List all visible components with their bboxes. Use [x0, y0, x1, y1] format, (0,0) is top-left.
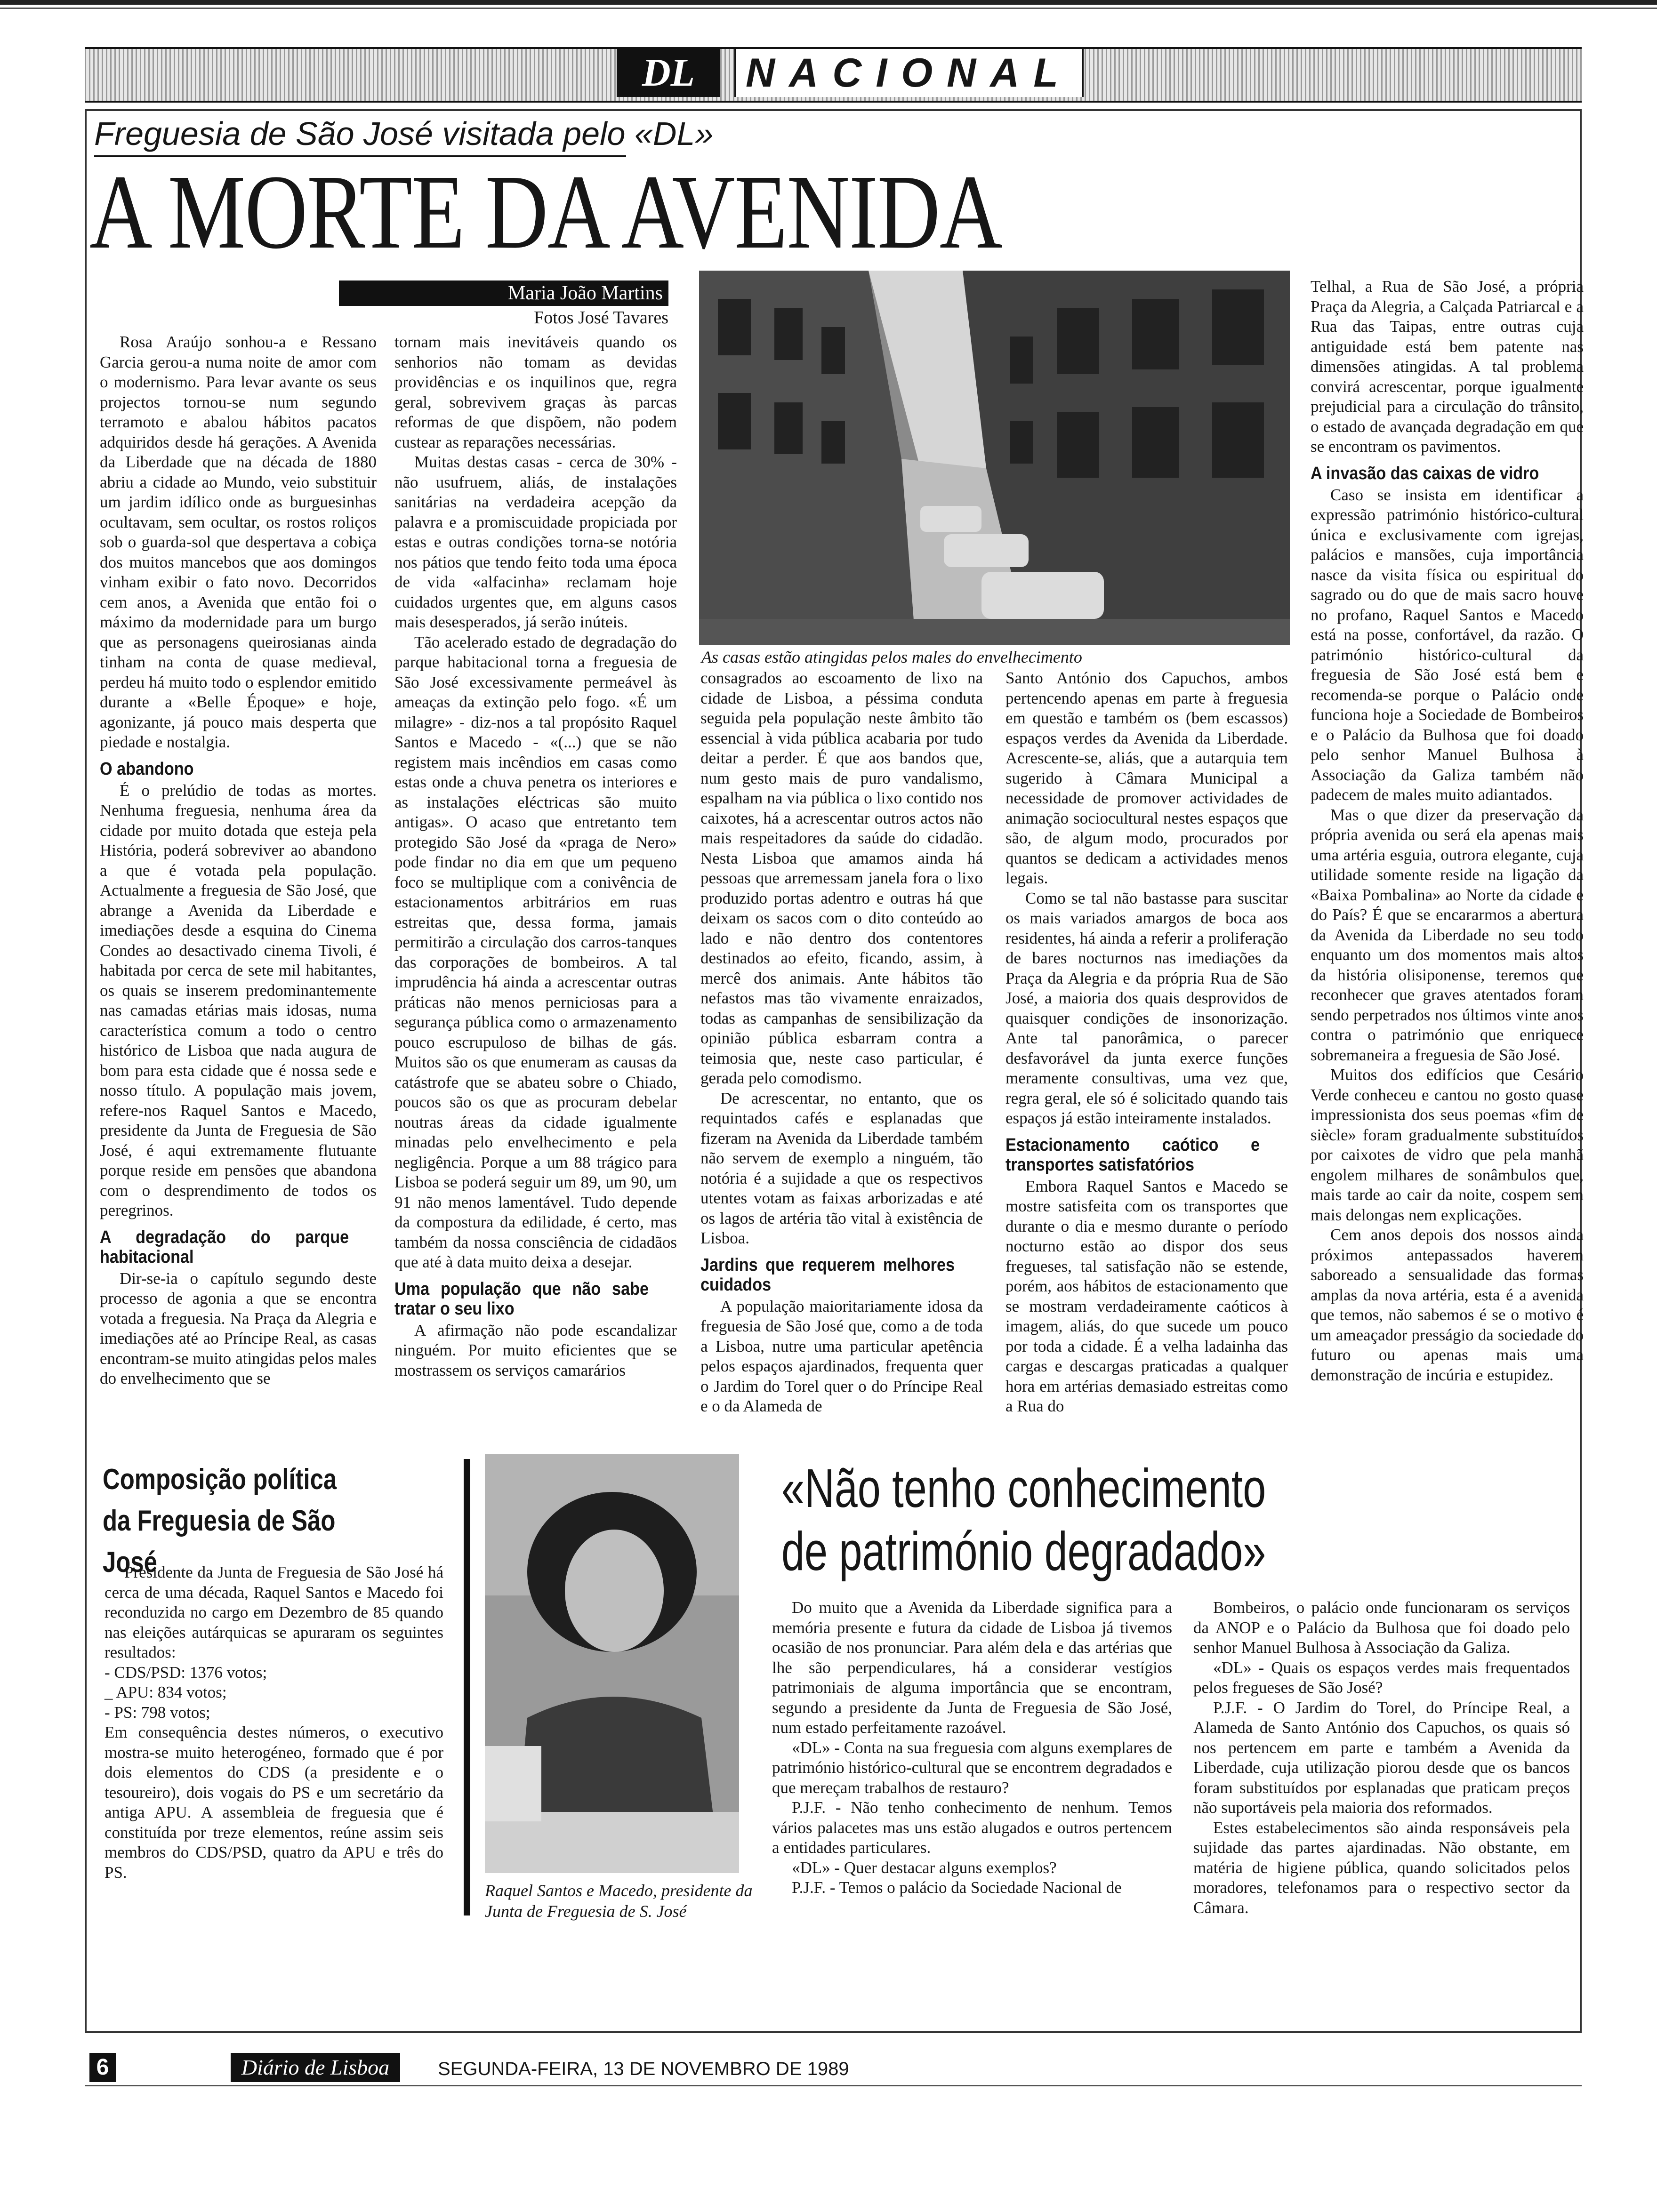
portrait-caption: Raquel Santos e Macedo, presidente da Junta de Freguesia de S. José: [485, 1881, 753, 1921]
interview-column-1: [772, 1598, 1172, 1898]
subheading: Uma população que não sabe tratar o seu lixo: [394, 1279, 649, 1319]
paragraph: Muitas destas casas - cerca de 30% - não usufruem, aliás, de instalações sanitárias na verdadeira acepção da palavra e a promiscuidade propiciada por estas e outras condições torna-se notória nos pátios que tendo feito toda uma época de vida «alfacinha» reclamam hoje cuidados urgentes que, em alguns casos mais desesperados, já serão inúteis.: [394, 453, 677, 631]
paragraph: «DL» - Quer destacar alguns exemplos?: [792, 1858, 1057, 1877]
article-column-4: [1005, 668, 1288, 1417]
article-column-5: [1311, 277, 1584, 1385]
article-headline: A MORTE DA AVENIDA: [89, 153, 1002, 271]
subheading: O abandono: [100, 759, 194, 779]
top-rule-thin: [0, 8, 1657, 9]
paragraph: P.J.F. - O Jardim do Torel, do Príncipe Real, a Alameda de Santo António dos Capuchos, os quais só nos pertencem em parte e também a Avenida da Liberdade, cuja utilização piorou desde que os bancos foram substituídos por esplanadas que praticam preços não suportáveis pela maioria dos reformados.: [1193, 1698, 1570, 1817]
paragraph: «DL» - Quais os espaços verdes mais frequentados pelos fregueses de São José?: [1193, 1658, 1570, 1697]
paragraph: - CDS/PSD: 1376 votos;: [105, 1663, 267, 1682]
paragraph: Como se tal não bastasse para suscitar os mais variados amargos de boca aos residentes, há ainda a referir a proliferação de bares nocturnos nas imediações da Praça da Alegria e da própria Rua de São José, a maioria dos quais desprovidos de quaisquer condições de insonorização. Ante tal panorâmica, o parecer desfavorável da junta exerce funções meramente consultivas, uma vez que, regra geral, ele só é solicitado quando tais espaços já estão inteiramente instalados.: [1005, 889, 1288, 1127]
paragraph: P.J.F. - Não tenho conhecimento de nenhum. Temos vários palacetes mas uns estão alugados e outros pertencem a entidades particulares.: [772, 1798, 1172, 1857]
paragraph: consagrados ao escoamento de lixo na cidade de Lisboa, a péssima conduta seguida pela população neste âmbito tão essencial à vida pública acabaria por tudo deitar a perder. É que aos bandos que, num gesto mais de puro vandalismo, espalham na via pública o lixo contido nos caixotes, há a acrescentar outros actos não mais respeitadores da saúde do cidadão. Nesta Lisboa que amamos ainda há pessoas que arremessam janela fora o lixo produzido portas adentro e outras há que deixam os sacos com o dito conteúdo ao lado e não dentro dos contentores destinados ao efeito, ficando, assim, à mercê dos animais. Ante hábitos tão nefastos mas tão vivamente enraizados, todas as campanhas de sensibilização da opinião pública esbarram contra a teimosia que, neste caso particular, é gerada pelo comodismo.: [700, 669, 983, 1087]
publication-date: SEGUNDA-FEIRA, 13 DE NOVEMBRO DE 1989: [438, 2059, 849, 2079]
box-title-line-1: Composição política: [103, 1463, 337, 1496]
article-column-1: [100, 332, 377, 1389]
portrait-photo: [485, 1454, 739, 1873]
paragraph: Em consequência destes números, o executivo mostra-se muito heterogéneo, formado que é por dois elementos do CDS (a presidente e o tesoureiro), dois vogais do PS e um secretário da antiga APU. A assembleia de freguesia que é constituída por treze elementos, reúne assim seis membros do CDS/PSD, quatro da APU e três do PS.: [105, 1723, 443, 1882]
paragraph: tornam mais inevitáveis quando os senhorios não tomam as devidas providências e os inquilinos que, regra geral, sobrevivem graças às parcas reformas de que dispõem, não podem custear as reparações necessárias.: [394, 333, 677, 451]
interview-headline-line-1: «Não tenho conhecimento: [781, 1458, 1266, 1519]
paragraph: Do muito que a Avenida da Liberdade significa para a memória presente e futura da cidade de Lisboa já tivemos ocasião de nos pronunciar. Para além dela e das artérias que lhe são perpendiculares, há a considerar vestígios patrimoniais de alguma importância que se encontram, segundo a presidente da Junta de Freguesia de São José, num estado perfeitamente razoável.: [772, 1598, 1172, 1737]
article-column-2: [394, 332, 677, 1380]
interview-headline-line-2: de património degradado»: [781, 1521, 1266, 1582]
paragraph: Estes estabelecimentos são ainda responsáveis pela sujidade das partes ajardinadas. Não obstante, em matéria de higiene pública, quando solicitados pelos moradores, telefonamos para o respectivo sector da Câmara.: [1193, 1818, 1570, 1917]
street-photo: [699, 271, 1290, 645]
article-column-3: [700, 668, 983, 1417]
paragraph: _ APU: 834 votos;: [105, 1683, 227, 1701]
paragraph: P.J.F. - Temos o palácio da Sociedade Nacional de: [792, 1878, 1122, 1897]
paragraph: Embora Raquel Santos e Macedo se mostre satisfeita com os transportes que durante o dia e mesmo durante o período nocturno estão ao dispor dos seus fregueses, tal satisfação não se estende, porém, aos hábitos de estacionamento que se mostram verdadeiramente caóticos à imagem, aliás, do que sucede um pouco por toda a cidade. É a velha ladainha das cargas e descargas praticadas a qualquer hora em artérias demasiado estreitas como a Rua do: [1005, 1177, 1288, 1415]
paragraph: Presidente da Junta de Freguesia de São José há cerca de uma década, Raquel Santos e Macedo foi reconduzida no cargo em Dezembro de 85 quando nas eleições autárquicas se apuraram os seguintes resultados:: [105, 1563, 443, 1661]
top-rule: [0, 0, 1657, 5]
subheading: A degradação do parque habitacional: [100, 1227, 349, 1267]
paragraph: Caso se insista em identificar a expressão património histórico-cultural única e exclusivamente com igrejas, palácios e mansões, cuja importância nasce da visita física ou espiritual do sagrado ou do que de mais sacro houve no profano, Raquel Santos e Macedo está na posse, confortável, da razão. O património histórico-cultural da freguesia de São José está bem e recomenda-se porque o Palácio onde funciona hoje a Sociedade de Bombeiros e o Palácio da Bulhosa que foi doado pelo senhor Manuel Bulhosa à Associação da Galiza também não padecem de males muito adiantados.: [1311, 485, 1584, 804]
paragraph: Mas o que dizer da preservação da própria avenida ou será ela apenas mais uma artéria esguia, outrora elegante, cuja utilidade somente reside na ligação da «Baixa Pombalina» ao Norte da cidade e do País? É que se encararmos a abertura da Avenida da Liberdade no seu todo enquanto um dos momentos mais altos da história olisiponense, teremos que reconhecer que graves atentados foram sendo perpetrados nos últimos vinte anos contra o património que enriquece sobremaneira a freguesia de São José.: [1311, 805, 1584, 1064]
paragraph: Rosa Araújo sonhou-a e Ressano Garcia gerou-a numa noite de amor com o modernismo. Para levar avante os seus projectos tornou-se num segundo terramoto e abalou hábitos pacatos adquiridos desde há gerações. A Avenida da Liberdade que na década de 1880 abriu a cidade ao Mundo, veio substituir um jardim idílico onde as burguesinhas ocultavam, sem ocultar, os rostos roliços sob o guarda-sol que despertava a cobiça dos muitos mancebos que aos domingos vinham exibir o fato novo. Decorridos cem anos, a Avenida que então foi o máximo da modernidade para um burgo que as personagens queirosianas ainda tinham na conta de quase medieval, perdeu há muito todo o esplendor emitido durante a «Belle Époque» e hoje, agonizante, já pouco mais desperta que piedade e nostalgia.: [100, 333, 377, 751]
photo-caption: As casas estão atingidas pelos males do envelhecimento: [701, 648, 1082, 666]
paragraph: «DL» - Conta na sua freguesia com alguns exemplares de património histórico-cultural que se encontrem degradados e que mereçam trabalhos de restauro?: [772, 1738, 1172, 1797]
box-divider: [464, 1459, 470, 1915]
interview-column-2: [1193, 1598, 1570, 1918]
newspaper-logo: Diário de Lisboa: [231, 2053, 400, 2082]
box-title-line-2: da Freguesia de São José: [103, 1505, 336, 1579]
section-label: NACIONAL: [734, 49, 1084, 97]
page-number: 6: [89, 2053, 116, 2082]
paragraph: Telhal, a Rua de São José, a própria Praça da Alegria, a Calçada Patriarcal e a Rua das Taipas, entre outras cuja antiguidade está bem patente nas dimensões atingidas. A tal problema convirá acrescentar, porque igualmente prejudicial para a circulação do trânsito, o estado de avançada degradação em que se encontram os pavimentos.: [1311, 277, 1584, 456]
paragraph: De acrescentar, no entanto, que os requintados cafés e esplanadas que fizeram na Avenida da Liberdade também não servem de exemplo a ninguém, tão notória é a sujidade a que os respectivos utentes votam as faixas arborizadas e até os lagos de artéria tão vital à existência de Lisboa.: [700, 1089, 983, 1247]
interview-headline: [781, 1457, 1282, 1583]
paragraph: A afirmação não pode escandalizar ninguém. Por muito eficientes que se mostrassem os serviços camarários: [394, 1321, 677, 1379]
subheading: Estacionamento caótico e transportes satisfatórios: [1005, 1135, 1260, 1175]
subheading: A invasão das caixas de vidro: [1311, 463, 1539, 483]
box-text: [105, 1563, 443, 1883]
paragraph: Tão acelerado estado de degradação do parque habitacional torna a freguesia de São José excessivamente permeável às ameaças da extinção pelo fogo. «É um milagre» - diz-nos a tal propósito Raquel Santos e Macedo - «(...) que se não registem mais incêndios em casas como estas onde a chuva penetra os interiores e as instalações eléctricas são muito antigas». O acaso que entretanto tem protegido São José da «praga de Nero» pode findar no dia em que um pequeno foco se multiplique com a conivência de estacionamentos arbitrários em ruas estreitas que, dessa forma, jamais permitirão a circulação dos carros-tanques das corporações de bombeiros. A tal imprudência há ainda a acrescentar outras práticas não menos perniciosas para a segurança pública como o armazenamento pouco escrupuloso de bilhas de gás. Muitos são os que enumeram as causas da catástrofe que se abateu sobre o Chiado, poucos são os que as procuram debelar noutras áreas da cidade igualmente minadas pelo envelhecimento e pela negligência. Porque a um 88 trágico para Lisboa se poderá seguir um 89, um 90, um 91 não menos lamentável. Tudo depende da compostura da edilidade, é certo, mas também da nossa consciência de cidadãos que até à data muito deixa a desejar.: [394, 633, 677, 1271]
paragraph: É o prelúdio de todas as mortes. Nenhuma freguesia, nenhuma área da cidade por muito dotada que esteja pela História, poderá sobreviver ao abandono a que é votada pela população. Actualmente a freguesia de São José, que abrange a Avenida da Liberdade e imediações desde a esquina do Cinema Condes ao desactivado cinema Tivoli, é habitada por cerca de sete mil habitantes, os quais se inserem predominantemente nas camadas etárias mais idosas, numa característica comum a todo o centro histórico de Lisboa que nada augura de bom para esta cidade que é nossa sede e nosso título. A população mais jovem, refere-nos Raquel Santos e Macedo, presidente da Junta de Freguesia de São José, é aqui extremamente flutuante porque reside em pensões que abandona com o desprendimento de todos os peregrinos.: [100, 781, 377, 1219]
paragraph: Muitos dos edifícios que Cesário Verde conheceu e cantou no gosto quase impressionista dos seus poemas «fim de siècle» foram gradualmente substituídos por caixotes de vidro que pela manhã engolem milhares de sonâmbulos que, mais tarde ao cair da noite, cospem sem mais delongas nem explicações.: [1311, 1066, 1584, 1224]
section-logo: DL: [617, 49, 720, 97]
article-byline: Maria João Martins: [339, 281, 668, 306]
paragraph: Cem anos depois dos nossos ainda próximos antepassados haverem saboreado a sensualidade das formas amplas da nova artéria, esta é a avenida que temos, não sabemos é se o motivo é um ameaçador presságio da sociedade do futuro ou apenas mais uma demonstração de incúria e estupidez.: [1311, 1226, 1584, 1384]
paragraph: Dir-se-ia o capítulo segundo deste processo de agonia a que se encontra votada a freguesia. Na Praça da Alegria e imediações até ao Príncipe Real, as casas encontram-se muito atingidas pelos males do envelhecimento que se: [100, 1269, 377, 1387]
footer-rule: [85, 2085, 1582, 2086]
paragraph: A população maioritariamente idosa da freguesia de São José que, como a de toda a Lisboa, nutre uma particular apetência pelos espaços ajardinados, frequenta quer o Jardim do Torel quer o do Príncipe Real e o da Alameda de: [700, 1297, 983, 1415]
subheading: Jardins que requerem melhores cuidados: [700, 1255, 955, 1295]
photo-credit: Fotos José Tavares: [534, 308, 668, 328]
paragraph: Bombeiros, o palácio onde funcionaram os serviços da ANOP e o Palácio da Bulhosa que foi doado pelo senhor Manuel Bulhosa à Associação da Galiza.: [1193, 1598, 1570, 1657]
paragraph: Santo António dos Capuchos, ambos pertencendo apenas em parte à freguesia em questão e também os (bem escassos) espaços verdes da Avenida da Liberdade. Acrescente-se, aliás, que a autarquia tem sugerido à Câmara Municipal a necessidade de promover actividades de animação sociocultural nestes espaços que são, de algum modo, procurados por quantos se dedicam a actividades menos legais.: [1005, 669, 1288, 887]
article-kicker: Freguesia de São José visitada pelo «DL»: [94, 115, 714, 152]
paragraph: - PS: 798 votos;: [105, 1703, 210, 1722]
